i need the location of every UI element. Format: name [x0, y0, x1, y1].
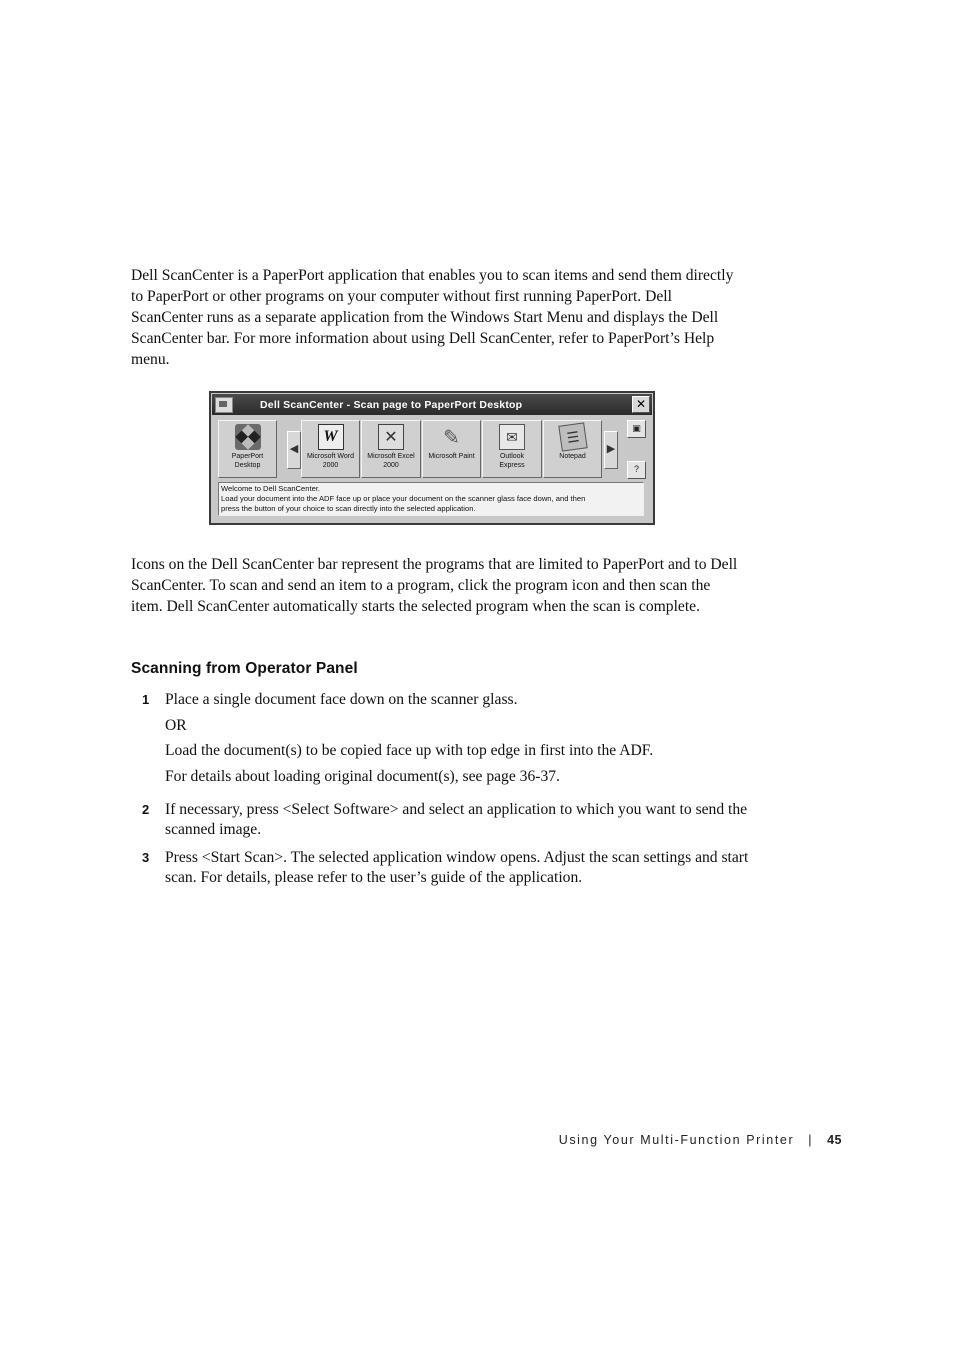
word-icon: W [318, 424, 344, 450]
intro-paragraph: Dell ScanCenter is a PaperPort application that enables you to scan items and send them directly to PaperPort or other programs on your computer without first running PaperPort. Dell ScanCenter runs as a separate application from the Windows Start Menu and displays the Dell ScanCenter bar. For more information about using Dell ScanCenter, refer to PaperPort’s Help menu. [131, 267, 734, 368]
page-footer [559, 1133, 842, 1147]
tile-label: Outlook Express [499, 453, 525, 469]
step-text: Place a single document face down on the scanner glass. [165, 691, 518, 708]
paint-icon: ✎ [443, 426, 460, 449]
message-line: Welcome to Dell ScanCenter. [221, 484, 321, 493]
tile-label: PaperPort Desktop [231, 453, 264, 469]
help-button[interactable]: ? [627, 461, 646, 479]
scancenter-window [209, 391, 655, 525]
tile-notepad[interactable] [543, 420, 602, 478]
close-button[interactable]: ✕ [632, 396, 650, 413]
step-or: OR [165, 716, 187, 734]
window-titlebar[interactable] [212, 394, 652, 415]
tile-label: Microsoft Word 2000 [307, 453, 354, 469]
step-number: 1 [142, 692, 150, 707]
settings-button[interactable]: ▣ [627, 420, 646, 438]
excel-icon: ✕ [378, 424, 404, 450]
step-number: 3 [142, 850, 150, 865]
tile-microsoft-word[interactable] [301, 420, 360, 478]
message-line: Load your document into the ADF face up or place your document on the scanner glass face down, and then [221, 494, 586, 503]
tile-label: Notepad [559, 453, 586, 460]
tile-label: Microsoft Paint [428, 453, 475, 460]
page-number: 45 [827, 1133, 842, 1147]
step-text: If necessary, press <Select Software> and select an application to which you want to send the scanned image. [165, 801, 748, 838]
scancenter-app-icon [215, 397, 233, 413]
scroll-left-button[interactable]: ◀ [287, 431, 301, 469]
notepad-icon: ☰ [558, 422, 587, 451]
message-box [218, 482, 644, 516]
scroll-right-button[interactable]: ▶ [604, 431, 618, 469]
step-alt-text: Load the document(s) to be copied face up with top edge in first into the ADF. [165, 742, 654, 759]
step-details: For details about loading original document(s), see page 36-37. [165, 767, 560, 785]
step-number: 2 [142, 802, 150, 817]
icons-paragraph: Icons on the Dell ScanCenter bar represent the programs that are limited to PaperPort and to Dell ScanCenter. To scan and send an item to a program, click the program icon and then scan the item. Dell ScanCenter automatically starts the selected program when the scan is complete. [131, 556, 738, 615]
tile-outlook-express[interactable] [482, 420, 542, 478]
footer-separator: | [808, 1133, 814, 1147]
paperport-icon [235, 424, 261, 450]
step-text: Press <Start Scan>. The selected application window opens. Adjust the scan settings and start scan. For details, please refer to the user’s guide of the application. [165, 849, 749, 886]
tile-paperport-desktop[interactable] [218, 420, 277, 478]
tile-microsoft-paint[interactable] [422, 420, 481, 478]
section-heading: Scanning from Operator Panel [131, 660, 358, 677]
tile-microsoft-excel[interactable] [361, 420, 421, 478]
window-title: Dell ScanCenter - Scan page to PaperPort Desktop [260, 398, 523, 411]
tile-label: Microsoft Excel 2000 [367, 453, 415, 469]
message-line: press the button of your choice to scan directly into the selected application. [221, 504, 476, 513]
outlook-icon: ✉ [499, 424, 525, 450]
footer-section-title: Using Your Multi-Function Printer [558, 1133, 795, 1147]
